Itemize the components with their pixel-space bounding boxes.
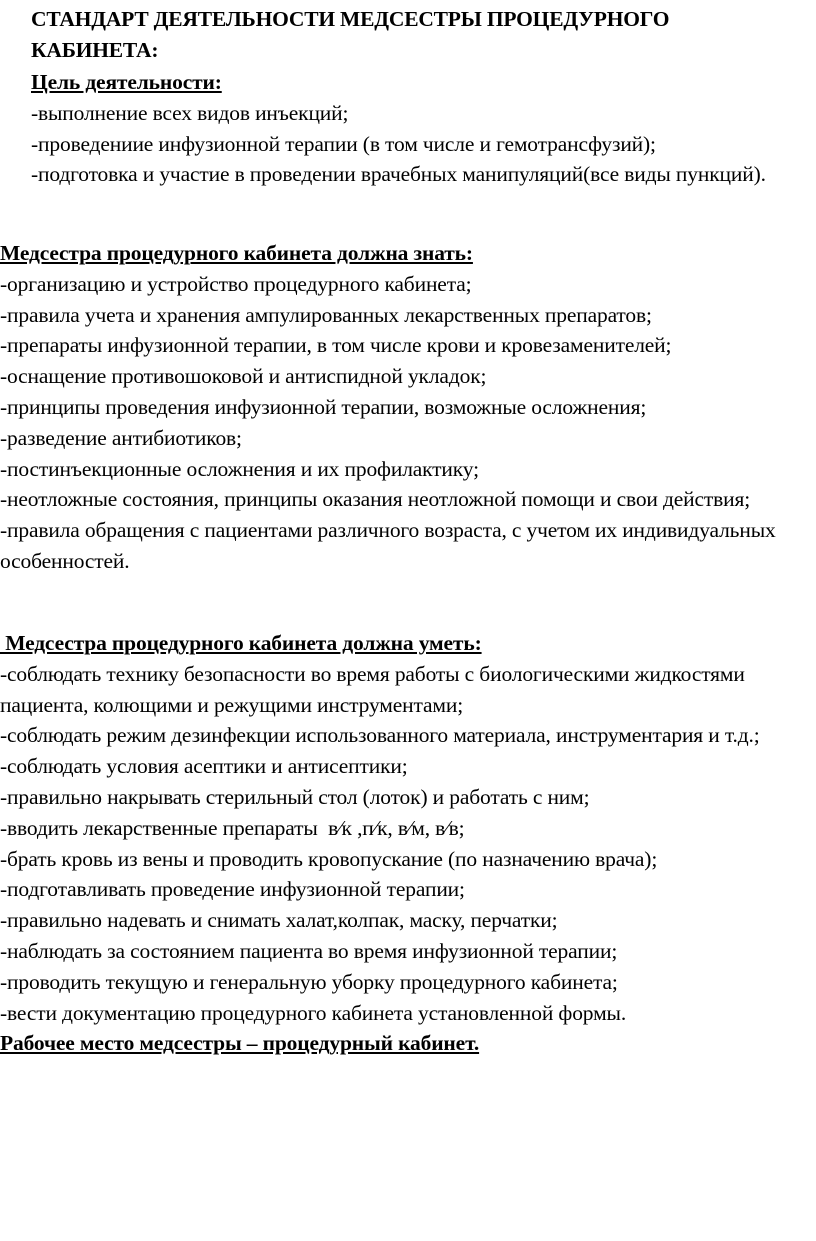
goal-item: -проведениие инфузионной терапии (в том числе и гемотрансфузий);	[31, 131, 656, 156]
skills-item: -правильно надевать и снимать халат,колпак, маску, перчатки;	[0, 908, 558, 933]
knowledge-item: -препараты инфузионной терапии, в том числе крови и кровезаменителей;	[0, 333, 672, 358]
skills-item: -наблюдать за состоянием пациента во время инфузионной терапии;	[0, 938, 618, 963]
knowledge-item: -правила учета и хранения ампулированных лекарственных препаратов;	[0, 302, 652, 327]
skills-item: -соблюдать технику безопасности во время работы с биологическими жидкостями пациента, колющими и режущими инструментами;	[0, 661, 745, 717]
goal-item: -выполнение всех видов инъекций;	[31, 100, 349, 125]
skills-heading: Медсестра процедурного кабинета должна уметь:	[0, 631, 482, 655]
knowledge-item: -постинъекционные осложнения и их профилактику;	[0, 456, 479, 481]
knowledge-item: -неотложные состояния, принципы оказания неотложной помощи и свои действия;	[0, 487, 751, 512]
skills-item: -вводить лекарственные препараты в⁄к ,п⁄к, в⁄м, в⁄в;	[0, 815, 465, 840]
skills-item: -правильно накрывать стерильный стол (лоток) и работать с ним;	[0, 784, 590, 809]
skills-item: -вести документацию процедурного кабинета установленной формы.	[0, 1000, 627, 1025]
workplace-heading: Рабочее место медсестры – процедурный кабинет.	[0, 1031, 480, 1056]
knowledge-item: -оснащение противошоковой и антиспидной укладок;	[0, 364, 487, 389]
skills-item: -брать кровь из вены и проводить кровопускание (по назначению врача);	[0, 846, 658, 871]
skills-section	[0, 628, 816, 1059]
skills-item: -соблюдать режим дезинфекции использованного материала, инструментария и т.д.;	[0, 723, 760, 748]
knowledge-item: -принципы проведения инфузионной терапии, возможные осложнения;	[0, 394, 647, 419]
skills-item: -проводить текущую и генеральную уборку процедурного кабинета;	[0, 969, 618, 994]
knowledge-section	[0, 238, 812, 577]
skills-item: -подготавливать проведение инфузионной терапии;	[0, 877, 465, 902]
knowledge-item: -разведение антибиотиков;	[0, 425, 242, 450]
document-title: СТАНДАРТ ДЕЯТЕЛЬНОСТИ МЕДСЕСТРЫ ПРОЦЕДУРНОГО КАБИНЕТА:	[31, 7, 670, 62]
knowledge-heading: Медсестра процедурного кабинета должна знать:	[0, 241, 473, 265]
skills-item: -соблюдать условия асептики и антисептики;	[0, 754, 408, 779]
goal-item: -подготовка и участие в проведении врачебных манипуляций(все виды пункций).	[31, 162, 766, 187]
goal-section	[31, 67, 806, 190]
knowledge-item: -правила обращения с пациентами различного возраста, с учетом их индивидуальных особенностей.	[0, 518, 776, 573]
knowledge-item: -организацию и устройство процедурного кабинета;	[0, 271, 472, 296]
goal-heading: Цель деятельности:	[31, 70, 222, 94]
